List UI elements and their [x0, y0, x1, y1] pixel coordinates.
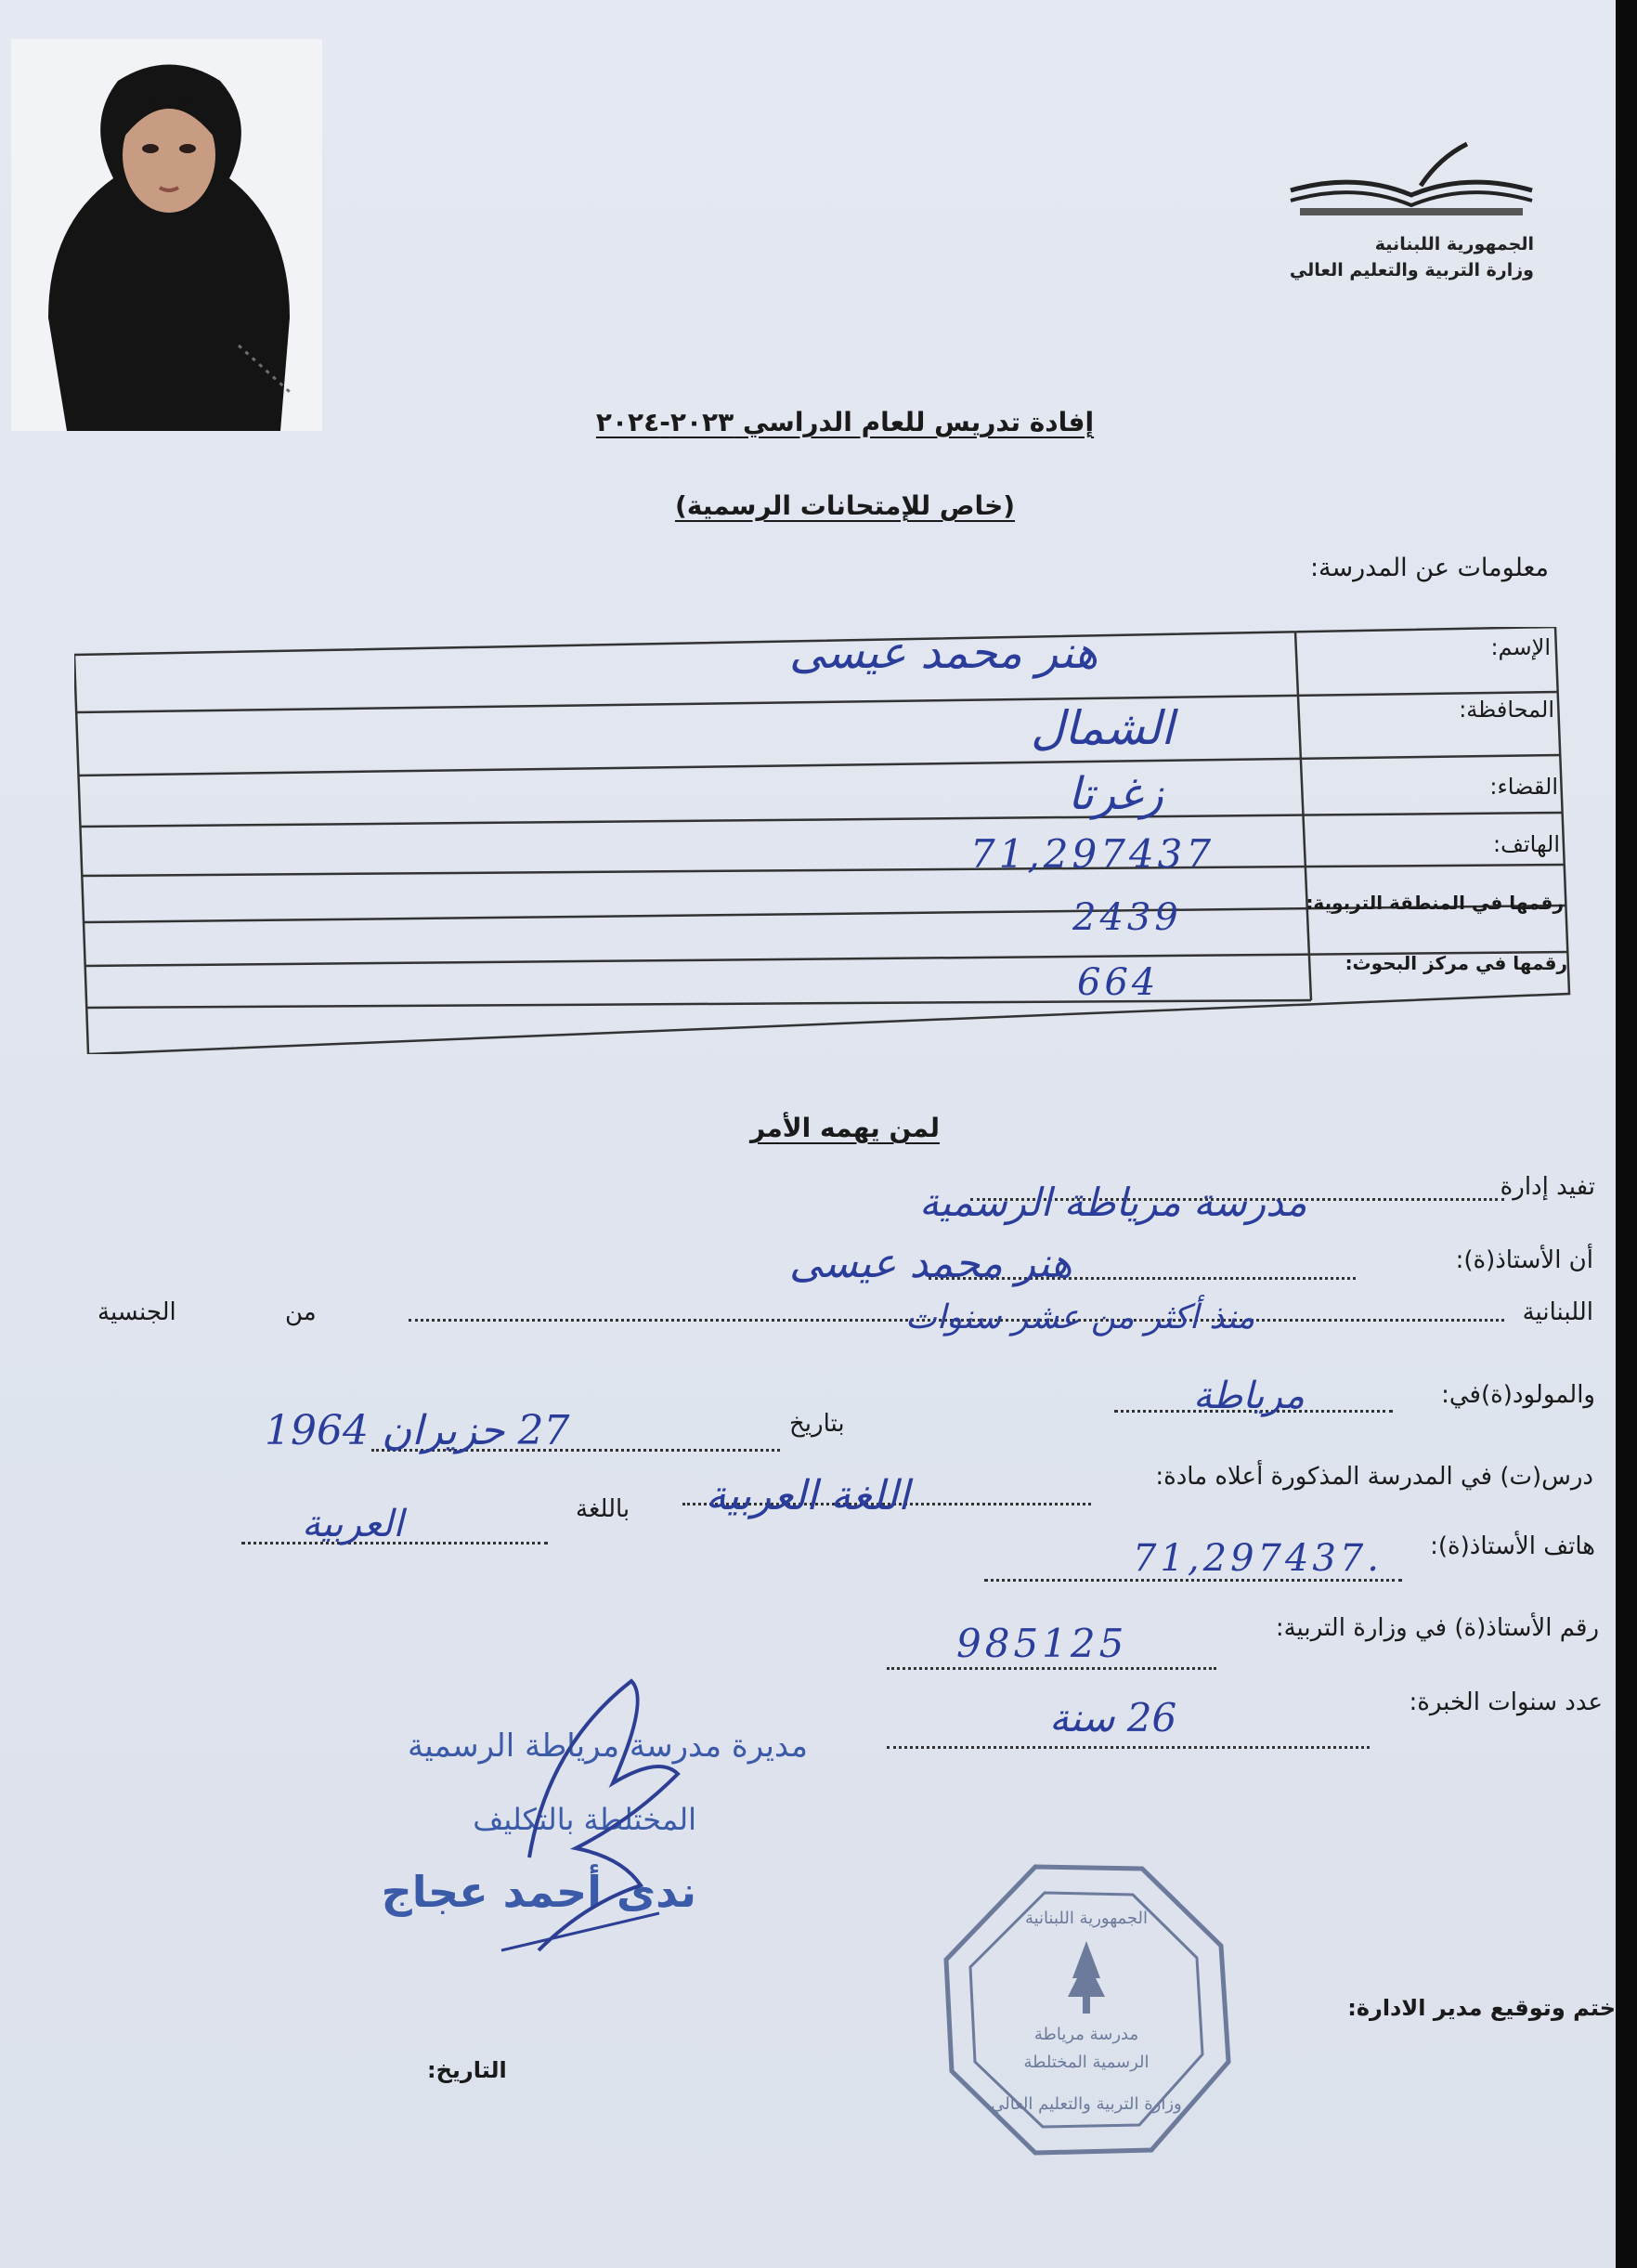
open-book-quill-icon	[1281, 139, 1541, 223]
label-phone: الهاتف:	[1493, 831, 1560, 857]
label-name: الإسم:	[1490, 634, 1551, 660]
language-label: باللغة	[576, 1495, 630, 1523]
signature-line-2: المختلطة بالتكليف	[473, 1802, 696, 1837]
nationality-label: اللبنانية	[1522, 1298, 1593, 1326]
portrait-image	[11, 39, 322, 431]
director-stamp-label: ختم وتوقيع مدير الادارة:	[1347, 1995, 1616, 2021]
from-label: من	[285, 1298, 317, 1326]
experience-label: عدد سنوات الخبرة:	[1409, 1688, 1603, 1716]
born-label: والمولود(ة)في:	[1441, 1381, 1595, 1409]
to-whom-it-may-concern: لمن يهمه الأمر	[750, 1113, 940, 1143]
school-name-value: هنر محمد عيسى	[789, 627, 1098, 679]
date-footer-label: التاريخ:	[427, 2057, 507, 2083]
director-signature-block	[232, 1727, 808, 1988]
nationality-note: منذ أكثر من عشر سنوات	[905, 1298, 1255, 1336]
document-subtitle: (خاص للإمتحانات الرسمية)	[674, 490, 1016, 521]
administration-label: تفيد إدارة	[1500, 1173, 1595, 1201]
governorate-value: الشمال	[1031, 701, 1175, 755]
signature-line-1: مديرة مدرسة مرياطة الرسمية	[408, 1727, 808, 1765]
date-label: بتاريخ	[789, 1410, 845, 1438]
school-info-table	[74, 627, 1588, 1054]
teacher-label: أن الأستاذ(ة):	[1455, 1246, 1593, 1274]
teacher-value: هنر محمد عيسى	[789, 1240, 1072, 1287]
district-value: زغرتا	[1068, 768, 1163, 820]
ministry-name: وزارة التربية والتعليم العالي	[1289, 260, 1534, 280]
stamp-middle-text-2: الرسمية المختلطة	[1023, 2053, 1150, 2072]
educational-zone-number-value: 2439	[1072, 896, 1182, 939]
applicant-photo	[11, 39, 322, 431]
republic-name: الجمهورية اللبنانية	[1374, 234, 1534, 254]
school-info-heading: معلومات عن المدرسة:	[1309, 554, 1549, 582]
administration-value: مدرسة مرياطة الرسمية	[919, 1180, 1307, 1225]
stamp-top-text: الجمهورية اللبنانية	[1024, 1909, 1149, 1928]
handwritten-signature	[418, 1672, 752, 1988]
ministry-number-label: رقم الأستاذ(ة) في وزارة التربية:	[1275, 1614, 1599, 1642]
document-title: إفادة تدريس للعام الدراسي ٢٠٢٣-٢٠٢٤	[595, 407, 1095, 437]
ministry-number-value: 985125	[956, 1621, 1128, 1666]
research-center-number-value: 664	[1077, 961, 1160, 1004]
octagon-stamp-icon	[933, 1857, 1240, 2164]
experience-dots	[887, 1746, 1370, 1749]
label-governorate: المحافظة:	[1459, 697, 1554, 723]
taught-label: درس(ت) في المدرسة المذكورة أعلاه مادة:	[1155, 1463, 1593, 1491]
signature-line-3: ندى أحمد عجاج	[381, 1867, 696, 1917]
stamp-middle-text-1: مدرسة مرياطة	[1033, 2025, 1139, 2044]
cedar-tree-icon	[1068, 1941, 1105, 1997]
subject-value: اللغة العربية	[706, 1472, 910, 1519]
teacher-phone-value: 71,297437.	[1133, 1537, 1384, 1580]
official-stamp	[933, 1857, 1240, 2164]
born-value: مرياطة	[1193, 1375, 1306, 1417]
label-research-center-number: رقمها في مركز البحوث:	[1345, 952, 1567, 974]
date-value: 27 حزيران 1964	[265, 1407, 570, 1454]
ministry-number-dots	[887, 1667, 1216, 1670]
nationality-word: الجنسية	[97, 1298, 176, 1326]
ministry-logo	[1281, 139, 1541, 288]
label-educational-zone-number: رقمها في المنطقة التربوية:	[1306, 892, 1564, 914]
teacher-phone-label: هاتف الأستاذ(ة):	[1430, 1532, 1595, 1560]
stamp-bottom-text: وزارة التربية والتعليم العالي	[991, 2094, 1182, 2114]
phone-value: 71,297437	[970, 831, 1215, 877]
language-value: العربية	[302, 1503, 404, 1545]
label-district: القضاء:	[1489, 774, 1558, 800]
table-grid	[74, 627, 1588, 1054]
experience-value: 26 سنة	[1049, 1695, 1177, 1740]
